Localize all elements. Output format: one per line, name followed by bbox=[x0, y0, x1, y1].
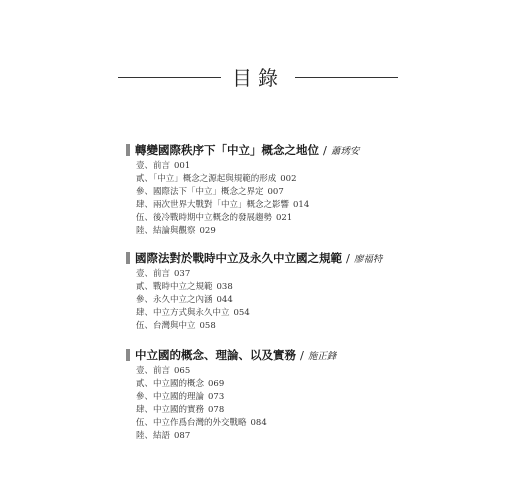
section-marker-bar bbox=[126, 144, 130, 156]
entry-page: 054 bbox=[233, 308, 250, 318]
section-author: 蕭琇安 bbox=[330, 146, 360, 157]
entry-label: 貳、中立國的概念 bbox=[136, 379, 205, 389]
toc-entry[interactable] bbox=[136, 391, 224, 403]
entry-page: 058 bbox=[199, 321, 216, 331]
entry-page: 084 bbox=[250, 418, 267, 428]
toc-entry[interactable] bbox=[136, 281, 233, 293]
section-title[interactable]: 國際法對於戰時中立及永久中立國之規範 bbox=[135, 251, 342, 265]
entry-label: 壹、前言 bbox=[136, 366, 171, 376]
entry-label: 肆、兩次世界大戰對「中立」概念之影響 bbox=[136, 200, 290, 210]
entry-page: 069 bbox=[208, 379, 225, 389]
toc-section-2 bbox=[126, 250, 406, 331]
toc-entry[interactable] bbox=[136, 160, 190, 172]
toc-header bbox=[118, 64, 398, 92]
entry-page: 007 bbox=[267, 187, 284, 197]
entry-label: 參、中立國的理論 bbox=[136, 392, 205, 402]
section-heading bbox=[126, 347, 406, 363]
toc-entry[interactable] bbox=[136, 212, 292, 224]
author-separator: / bbox=[346, 251, 350, 265]
entry-label: 壹、前言 bbox=[136, 269, 171, 279]
entry-page: 078 bbox=[208, 405, 225, 415]
toc-section-3 bbox=[126, 347, 406, 441]
toc-entry[interactable] bbox=[136, 294, 233, 306]
toc-entry[interactable] bbox=[136, 225, 216, 237]
section-heading bbox=[126, 250, 406, 266]
toc-entry[interactable] bbox=[136, 430, 190, 442]
page-title: 目錄 bbox=[232, 66, 284, 90]
toc-entry[interactable] bbox=[136, 199, 309, 211]
header-rule-right bbox=[295, 77, 398, 78]
section-title[interactable]: 轉變國際秩序下「中立」概念之地位 bbox=[135, 143, 319, 157]
toc-entry[interactable] bbox=[136, 268, 190, 280]
entry-label: 貳、「中立」概念之源起與規範的形成 bbox=[136, 174, 277, 184]
entry-label: 貳、戰時中立之規範 bbox=[136, 282, 213, 292]
toc-entry[interactable] bbox=[136, 417, 267, 429]
entry-label: 參、國際法下「中立」概念之界定 bbox=[136, 187, 264, 197]
toc-entry[interactable] bbox=[136, 404, 224, 416]
entry-label: 陸、結論與觀察 bbox=[136, 226, 196, 236]
entry-page: 021 bbox=[276, 213, 293, 223]
entry-label: 伍、中立作爲台灣的外交戰略 bbox=[136, 418, 247, 428]
entry-label: 參、永久中立之內涵 bbox=[136, 295, 213, 305]
section-marker-bar bbox=[126, 252, 130, 264]
toc-entry[interactable] bbox=[136, 320, 216, 332]
entry-label: 肆、中立國的實務 bbox=[136, 405, 205, 415]
entry-page: 044 bbox=[216, 295, 233, 305]
author-separator: / bbox=[300, 348, 304, 362]
section-title[interactable]: 中立國的概念、理論、以及實務 bbox=[135, 348, 296, 362]
entry-page: 087 bbox=[174, 431, 191, 441]
entry-label: 伍、後冷戰時期中立概念的發展趨勢 bbox=[136, 213, 273, 223]
toc-entry[interactable] bbox=[136, 173, 297, 185]
entry-page: 014 bbox=[293, 200, 310, 210]
entry-label: 壹、前言 bbox=[136, 161, 171, 171]
header-rule-left bbox=[118, 77, 221, 78]
toc-entry[interactable] bbox=[136, 378, 224, 390]
entry-page: 073 bbox=[208, 392, 225, 402]
entry-label: 陸、結語 bbox=[136, 431, 171, 441]
entry-page: 029 bbox=[199, 226, 216, 236]
entry-page: 038 bbox=[216, 282, 233, 292]
section-marker-bar bbox=[126, 349, 130, 361]
section-author: 施正鋒 bbox=[307, 351, 337, 362]
entry-label: 伍、台灣與中立 bbox=[136, 321, 196, 331]
entry-page: 065 bbox=[174, 366, 191, 376]
toc-entry[interactable] bbox=[136, 307, 250, 319]
section-author: 廖福特 bbox=[353, 254, 383, 265]
author-separator: / bbox=[323, 143, 327, 157]
entry-label: 肆、中立方式與永久中立 bbox=[136, 308, 230, 318]
entry-page: 002 bbox=[280, 174, 297, 184]
section-heading bbox=[126, 142, 406, 158]
entry-page: 001 bbox=[174, 161, 191, 171]
toc-section-1 bbox=[126, 142, 406, 236]
toc-entry[interactable] bbox=[136, 186, 284, 198]
entry-page: 037 bbox=[174, 269, 191, 279]
toc-entry[interactable] bbox=[136, 365, 190, 377]
